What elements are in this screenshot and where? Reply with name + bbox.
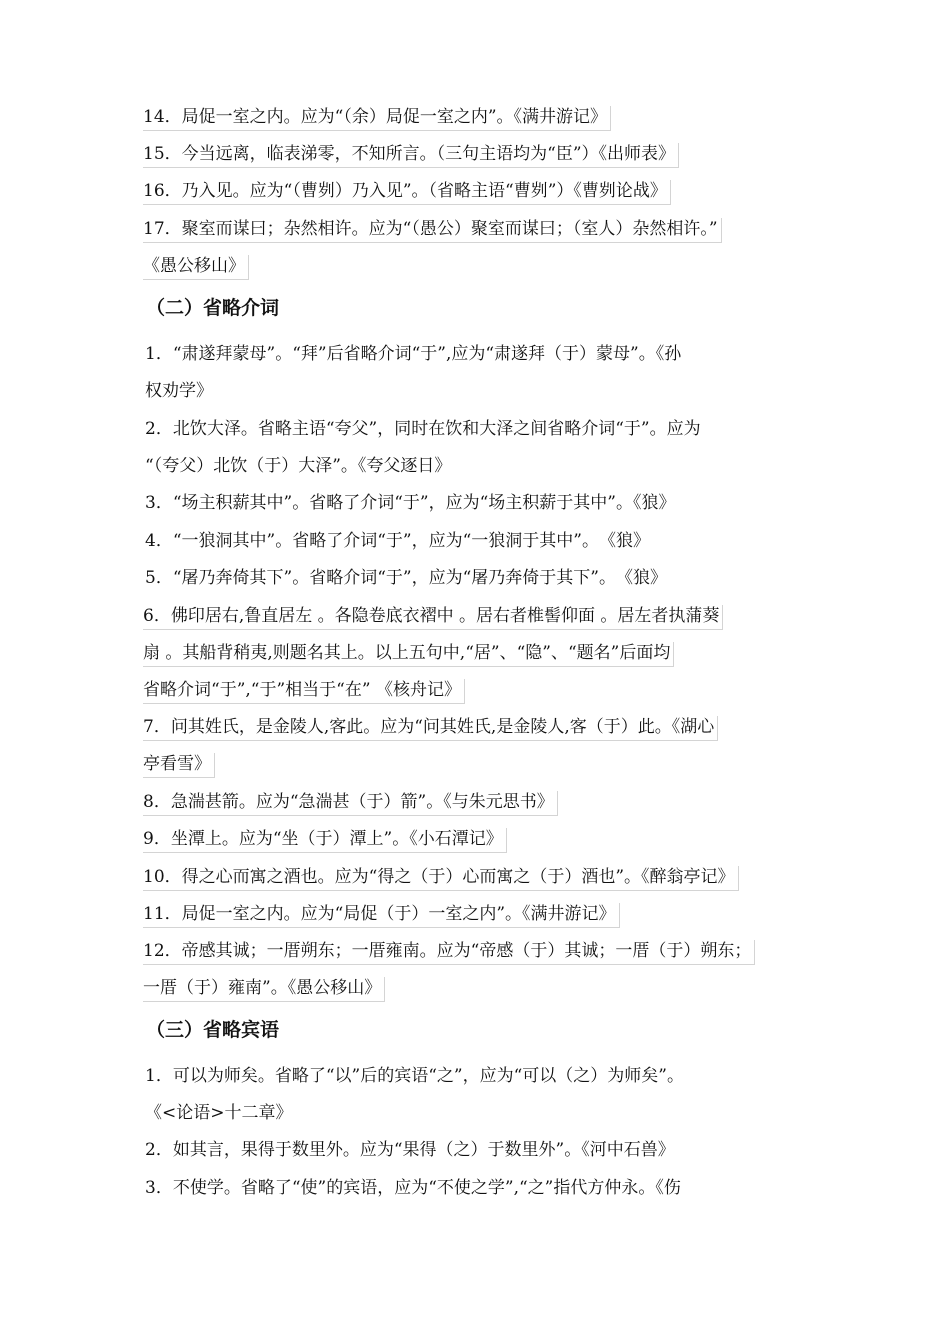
list-item: 亭看雪》 (143, 753, 215, 778)
list-item: 10．得之心而寓之酒也。应为“得之（于）心而寓之（于）酒也”。《醉翁亭记》 (143, 866, 739, 891)
list-item: 扇 。其船背稍夷,则题名其上。以上五句中,“居”、“隐”、“题名”后面均 (143, 642, 674, 667)
list-item: 17．聚室而谋曰；杂然相许。应为“（愚公）聚室而谋曰；（室人）杂然相许。” (143, 218, 722, 243)
list-item: 15．今当远离，临表涕零，不知所言。（三句主语均为“臣”）《出师表》 (143, 143, 679, 168)
list-item: 一厝（于）雍南”。《愚公移山》 (143, 977, 385, 1002)
list-item: 12．帝感其诚；一厝朔东；一厝雍南。应为“帝感（于）其诚；一厝（于）朔东； (143, 940, 755, 965)
list-item: 7．问其姓氏，是金陵人,客此。应为“问其姓氏,是金陵人,客（于）此。《湖心 (143, 716, 718, 741)
list-item: 3．不使学。省略了“使”的宾语，应为“不使之学”,“之”指代方仲永。《伤 (145, 1178, 681, 1198)
list-item: 权劝学》 (145, 381, 213, 401)
list-item: 14．局促一室之内。应为“（余）局促一室之内”。《满井游记》 (143, 106, 611, 131)
list-item: 6．佛印居右,鲁直居左 。各隐卷底衣褶中 。居右者椎髻仰面 。居左者执蒲葵 (143, 605, 723, 630)
list-item: “（夸父）北饮（于）大泽”。《夸父逐日》 (145, 456, 452, 476)
list-item: 5．“屠乃奔倚其下”。省略介词“于”，应为“屠乃奔倚于其下”。 《狼》 (145, 568, 667, 588)
list-item: 《<论语>十二章》 (145, 1103, 293, 1123)
list-item: 《愚公移山》 (143, 255, 249, 280)
list-item: 2．北饮大泽。省略主语“夸父”，同时在饮和大泽之间省略介词“于”。应为 (145, 419, 701, 439)
list-item: 9．坐潭上。应为“坐（于）潭上”。《小石潭记》 (143, 828, 507, 853)
list-item: 1．“肃遂拜蒙母”。“拜”后省略介词“于”,应为“肃遂拜（于）蒙母”。《孙 (145, 344, 682, 364)
list-item: 16．乃入见。应为“（曹刿）乃入见”。（省略主语“曹刿”）《曹刿论战》 (143, 180, 671, 205)
list-item: 1．可以为师矣。省略了“以”后的宾语“之”，应为“可以（之）为师矣”。 (145, 1066, 684, 1086)
list-item: 8．急湍甚箭。应为“急湍甚（于）箭”。《与朱元思书》 (143, 791, 558, 816)
list-item: 4．“一狼洞其中”。省略了介词“于”，应为“一狼洞于其中”。 《狼》 (145, 531, 650, 551)
section-heading: （三）省略宾语 (146, 1019, 280, 1041)
list-item: 3．“场主积薪其中”。省略了介词“于”，应为“场主积薪于其中”。《狼》 (145, 493, 676, 513)
list-item: 省略介词“于”,“于”相当于“在” 《核舟记》 (143, 679, 465, 704)
list-item: 11．局促一室之内。应为“局促（于）一室之内”。《满井游记》 (143, 903, 620, 928)
section-heading: （二）省略介词 (146, 297, 280, 319)
list-item: 2．如其言，果得于数里外。应为“果得（之）于数里外”。《河中石兽》 (145, 1140, 675, 1160)
